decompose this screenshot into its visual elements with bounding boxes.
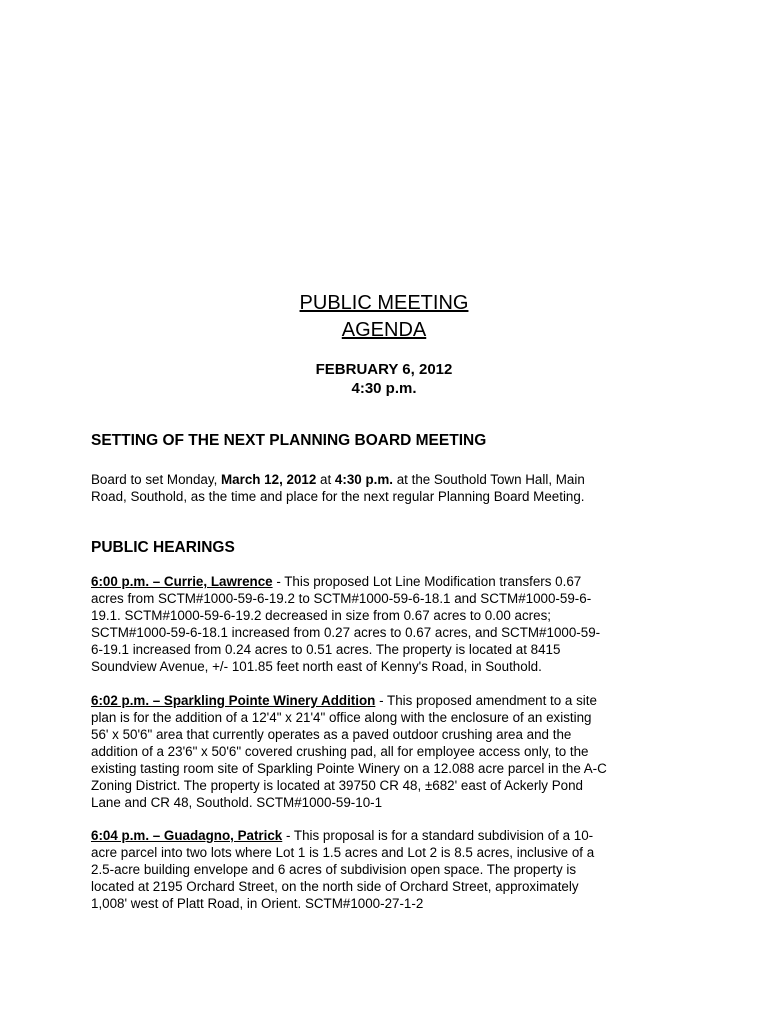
setting-paragraph: [91, 471, 671, 505]
hearing-line: plan is for the addition of a 12'4" x 21'4" office along with the enclosure of an existing: [91, 710, 592, 725]
hearing-line: acres from SCTM#1000-59-6-19.2 to SCTM#1000-59-6-18.1 and SCTM#1000-59-6-: [91, 591, 592, 606]
hearing-line: Zoning District. The property is located at 39750 CR 48, ±682' east of Ackerly Pond: [91, 778, 583, 793]
hearing-title: 6:04 p.m. – Guadagno, Patrick: [91, 828, 283, 843]
next-meeting-time: 4:30 p.m.: [334, 472, 393, 487]
hearing-title: 6:02 p.m. – Sparkling Pointe Winery Addition: [91, 693, 376, 708]
hearing-line: 56' x 50'6" area that currently operates as a paved outdoor crushing area and the: [91, 727, 572, 742]
hearing-line: located at 2195 Orchard Street, on the north side of Orchard Street, approximately: [91, 879, 579, 894]
hearing-line: SCTM#1000-59-6-18.1 increased from 0.27 acres to 0.67 acres, and SCTM#1000-59-: [91, 625, 601, 640]
hearing-line: addition of a 23'6" x 50'6" covered crushing pad, all for employee access only, to the: [91, 744, 589, 759]
hearing-item: [91, 692, 671, 811]
hearing-line: 6-19.1 increased from 0.24 acres to 0.51 acres. The property is located at 8415: [91, 642, 561, 657]
setting-section-heading: SETTING OF THE NEXT PLANNING BOARD MEETING: [91, 432, 487, 449]
public-hearings-heading: PUBLIC HEARINGS: [91, 539, 235, 556]
setting-line-2: Road, Southold, as the time and place for the next regular Planning Board Meeting.: [91, 489, 585, 504]
title-line-2: AGENDA: [341, 319, 427, 341]
hearing-line: 6:04 p.m. – Guadagno, Patrick - This proposal is for a standard subdivision of a 10-: [91, 828, 594, 843]
setting-line-1: Board to set Monday, March 12, 2012 at 4:30 p.m. at the Southold Town Hall, Main: [91, 472, 585, 487]
hearing-line: Lane and CR 48, Southold. SCTM#1000-59-10-1: [91, 795, 383, 810]
hearing-line: 19.1. SCTM#1000-59-6-19.2 decreased in size from 0.67 acres to 0.00 acres;: [91, 608, 551, 623]
hearing-line: existing tasting room site of Sparkling Pointe Winery on a 12.088 acre parcel in the A-C: [91, 761, 607, 776]
title-line-1: PUBLIC MEETING: [299, 292, 469, 314]
meeting-date-block: [0, 360, 768, 398]
hearing-title: 6:00 p.m. – Currie, Lawrence: [91, 574, 273, 589]
meeting-date: FEBRUARY 6, 2012: [315, 361, 453, 378]
agenda-title: [0, 290, 768, 344]
hearing-line: acre parcel into two lots where Lot 1 is 1.5 acres and Lot 2 is 8.5 acres, inclusive of a: [91, 845, 595, 860]
hearing-line: 2.5-acre building envelope and 6 acres of subdivision open space. The property is: [91, 862, 577, 877]
hearing-line: 1,008' west of Platt Road, in Orient. SCTM#1000-27-1-2: [91, 896, 424, 911]
next-meeting-date: March 12, 2012: [221, 472, 317, 487]
meeting-time: 4:30 p.m.: [351, 380, 417, 397]
hearing-item: [91, 827, 671, 912]
hearing-item: [91, 573, 671, 675]
hearing-line: 6:02 p.m. – Sparkling Pointe Winery Addition - This proposed amendment to a site: [91, 693, 597, 708]
hearing-line: 6:00 p.m. – Currie, Lawrence - This proposed Lot Line Modification transfers 0.67: [91, 574, 582, 589]
hearing-line: Soundview Avenue, +/- 101.85 feet north east of Kenny's Road, in Southold.: [91, 659, 542, 674]
